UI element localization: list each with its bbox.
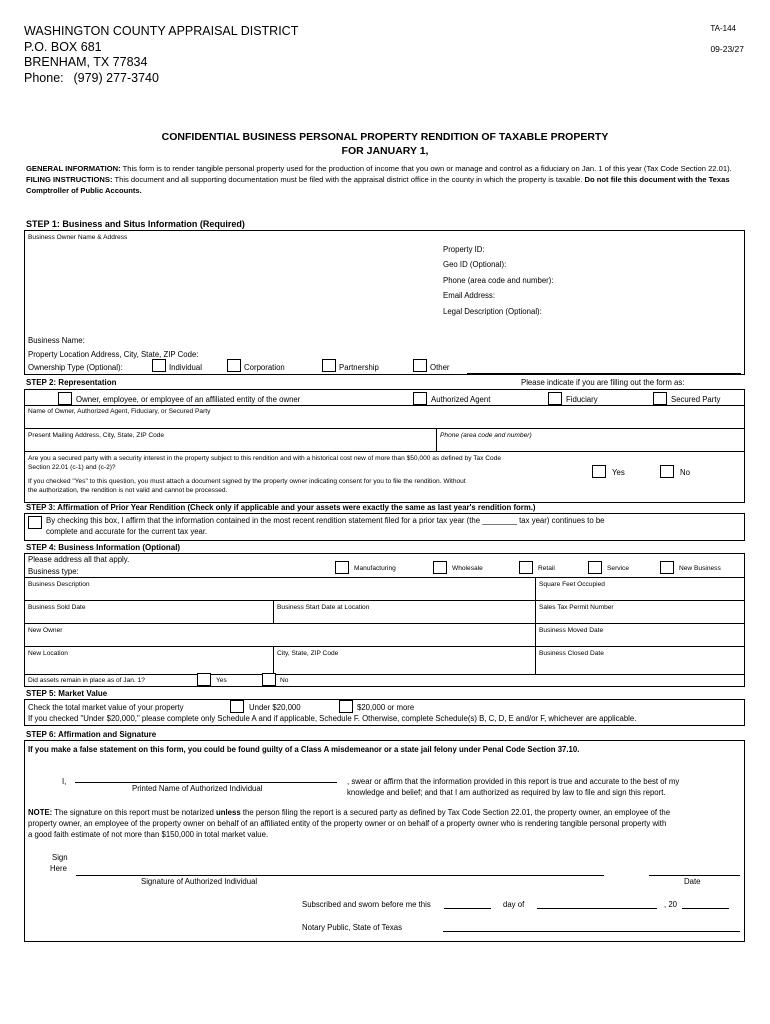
- divider: [24, 623, 745, 624]
- business-type-label: Business type:: [28, 567, 79, 576]
- date-label: Date: [684, 877, 701, 886]
- form-number: TA-144: [710, 24, 736, 33]
- fi-bold: Do not file this document with the Texas Comptroller of Public Accounts.: [26, 175, 730, 195]
- secured-yes-label: Yes: [612, 468, 625, 477]
- notary-note-line-2: property owner, an employee of the property owner on behalf of an affiliated entity of the property owner or on behalf of a property owner who is rendering tangible personal property with: [28, 819, 667, 828]
- divider: [24, 646, 745, 647]
- secured-party-label: Secured Party: [671, 395, 721, 404]
- mailing-address-label: Present Mailing Address, City, State, ZIP Code: [28, 432, 165, 439]
- note-unless: unless: [215, 808, 241, 817]
- service-label: Service: [607, 565, 629, 572]
- divider: [24, 674, 745, 675]
- closed-date-label: Business Closed Date: [539, 650, 604, 657]
- address-all-label: Please address all that apply.: [28, 555, 130, 564]
- sold-date-label: Business Sold Date: [28, 604, 86, 611]
- phone-number: (979) 277-3740: [73, 70, 159, 85]
- manufacturing-label: Manufacturing: [354, 565, 396, 572]
- wholesale-label: Wholesale: [452, 565, 483, 572]
- business-name-label: Business Name:: [28, 336, 85, 345]
- remain-no-label: No: [280, 677, 289, 684]
- signature-label: Signature of Authorized Individual: [141, 877, 258, 886]
- secured-note-2: the authorization, the rendition is not valid and cannot be processed.: [28, 487, 228, 494]
- divider: [535, 577, 536, 674]
- divider: [273, 600, 274, 623]
- step2-title: STEP 2: Representation: [26, 378, 117, 387]
- secured-yes-checkbox[interactable]: [592, 465, 606, 478]
- corporation-checkbox[interactable]: [227, 359, 241, 372]
- rep-phone-label: Phone (area code and number): [440, 432, 532, 439]
- divider: [24, 451, 745, 452]
- divider: [24, 577, 745, 578]
- month-line[interactable]: [537, 908, 657, 909]
- partnership-label: Partnership: [339, 363, 379, 372]
- retail-label: Retail: [538, 565, 555, 572]
- signature-line[interactable]: [76, 875, 604, 876]
- step5-title: STEP 5: Market Value: [26, 689, 108, 698]
- wholesale-checkbox[interactable]: [433, 561, 447, 574]
- other-label: Other: [430, 363, 450, 372]
- city-state-zip-label: City, State, ZIP Code: [277, 650, 339, 657]
- retail-checkbox[interactable]: [519, 561, 533, 574]
- authorized-agent-checkbox[interactable]: [413, 392, 427, 405]
- secured-question-2: Section 22.01 (c-1) and (c-2)?: [28, 464, 116, 471]
- fi-text: This document and all supporting documentation must be filed with the appraisal district office in the county in which the property is taxable.: [112, 175, 585, 184]
- service-checkbox[interactable]: [588, 561, 602, 574]
- other-checkbox[interactable]: [413, 359, 427, 372]
- divider: [24, 428, 745, 429]
- notary-note-line-3: a good faith estimate of not more than $150,000 in total market value.: [28, 830, 269, 839]
- other-line[interactable]: [467, 373, 741, 374]
- corporation-label: Corporation: [244, 363, 285, 372]
- district-name: WASHINGTON COUNTY APPRAISAL DISTRICT: [24, 24, 299, 38]
- printed-name-label: Printed Name of Authorized Individual: [132, 784, 263, 793]
- step6-box: [24, 740, 745, 942]
- secured-no-checkbox[interactable]: [660, 465, 674, 478]
- here-label: Here: [50, 864, 67, 873]
- note-text-b: the person filing the report is a secured party as defined by Tax Code Section 22.01, the property owner, an employee of the: [240, 808, 671, 817]
- moved-date-label: Business Moved Date: [539, 627, 604, 634]
- owner-checkbox[interactable]: [58, 392, 72, 405]
- divider: [24, 405, 745, 406]
- property-location-label: Property Location Address, City, State, ZIP Code:: [28, 350, 199, 359]
- new-business-label: New Business: [679, 565, 721, 572]
- market-value-note: If you checked "Under $20,000," please complete only Schedule A and if applicable, Schedule F. Otherwise, complete Schedule(s) B, C, D, E and/or F, whichever are applicable.: [28, 714, 637, 723]
- authorized-agent-label: Authorized Agent: [431, 395, 491, 404]
- swear-line-1: , swear or affirm that the information provided in this report is true and accurate to the best of my: [347, 777, 680, 786]
- note-text-a: The signature on this report must be notarized: [52, 808, 216, 817]
- po-box: P.O. BOX 681: [24, 39, 102, 54]
- assets-remain-label: Did assets remain in place as of Jan. 1?: [28, 677, 145, 684]
- partnership-checkbox[interactable]: [322, 359, 336, 372]
- secured-question-1: Are you a secured party with a security interest in the property subject to this rendition and with a historical cost new of more than $50,000 as defined by Tax Code: [28, 455, 502, 462]
- indicate-label: Please indicate if you are filling out the form as:: [521, 378, 685, 387]
- i-label: I,: [62, 777, 67, 786]
- individual-checkbox[interactable]: [152, 359, 166, 372]
- prior-year-checkbox[interactable]: [28, 516, 42, 529]
- day-of-label: day of: [503, 900, 525, 909]
- permit-label: Sales Tax Permit Number: [539, 604, 614, 611]
- general-information: [26, 163, 742, 196]
- under-20000-label: Under $20,000: [249, 703, 301, 712]
- gi-label: GENERAL INFORMATION:: [26, 164, 121, 173]
- step4-box: [24, 553, 745, 687]
- owner-option-label: Owner, employee, or employee of an affiliated entity of the owner: [76, 395, 301, 404]
- legal-description-label: Legal Description (Optional):: [443, 307, 542, 316]
- start-date-label: Business Start Date at Location: [277, 604, 370, 611]
- year-line[interactable]: [682, 908, 729, 909]
- business-description-label: Business Description: [28, 581, 90, 588]
- divider: [273, 646, 274, 674]
- fiduciary-label: Fiduciary: [566, 395, 598, 404]
- divider: [24, 600, 745, 601]
- step1-title: STEP 1: Business and Situs Information (Required): [26, 219, 245, 229]
- form-title: [0, 130, 770, 158]
- divider: [436, 428, 437, 451]
- phone-label: Phone:: [24, 70, 64, 85]
- new-location-label: New Location: [28, 650, 68, 657]
- new-owner-label: New Owner: [28, 627, 63, 634]
- over-20000-checkbox[interactable]: [339, 700, 353, 713]
- phone-label-step1: Phone (area code and number):: [443, 276, 554, 285]
- new-business-checkbox[interactable]: [660, 561, 674, 574]
- step6-title: STEP 6: Affirmation and Signature: [26, 730, 157, 739]
- remain-no-checkbox[interactable]: [262, 673, 276, 686]
- prior-year-line-2: complete and accurate for the current tax year.: [46, 527, 208, 536]
- fi-label: FILING INSTRUCTIONS:: [26, 175, 113, 184]
- email-label: Email Address:: [443, 291, 496, 300]
- form-revision: 09-23/27: [710, 44, 744, 54]
- property-id-label: Property ID:: [443, 245, 485, 254]
- owner-name-label: Business Owner Name & Address: [28, 234, 128, 241]
- day-line[interactable]: [444, 908, 491, 909]
- secured-party-checkbox[interactable]: [653, 392, 667, 405]
- secured-note-1: If you checked "Yes" to this question, you must attach a document signed by the property owner indicating consent for you to file the rendition. Without: [28, 478, 466, 485]
- individual-label: Individual: [169, 363, 202, 372]
- printed-name-line[interactable]: [75, 782, 337, 783]
- title-line-2: FOR JANUARY 1,: [341, 145, 429, 157]
- prior-year-line-1: By checking this box, I affirm that the information contained in the most recent rendition statement filed for a prior tax year (the ________ tax year) continues to be: [46, 516, 605, 525]
- manufacturing-checkbox[interactable]: [335, 561, 349, 574]
- sqft-label: Square Feet Occupied: [539, 581, 605, 588]
- ownership-type-label: Ownership Type (Optional):: [28, 363, 123, 372]
- note-label: NOTE:: [28, 808, 53, 817]
- market-value-label: Check the total market value of your property: [28, 703, 184, 712]
- fiduciary-checkbox[interactable]: [548, 392, 562, 405]
- gi-text: This form is to render tangible personal property used for the production of income that you own or manage and control as a fiduciary on Jan. 1 of this year (Tax Code Section 22.01).: [120, 164, 732, 173]
- title-line-1: CONFIDENTIAL BUSINESS PERSONAL PROPERTY RENDITION OF TAXABLE PROPERTY: [161, 131, 609, 143]
- under-20000-checkbox[interactable]: [230, 700, 244, 713]
- false-statement-warning: If you make a false statement on this form, you could be found guilty of a Class A misdemeanor or a state jail felony under Penal Code Section 37.10.: [28, 745, 580, 754]
- representative-name-label: Name of Owner, Authorized Agent, Fiduciary, or Secured Party: [28, 408, 211, 415]
- remain-yes-checkbox[interactable]: [197, 673, 211, 686]
- secured-no-label: No: [680, 468, 690, 477]
- subscribed-label: Subscribed and sworn before me this: [302, 900, 431, 909]
- over-20000-label: $20,000 or more: [357, 703, 415, 712]
- year-label: , 20: [664, 900, 678, 909]
- district-phone: [24, 71, 298, 87]
- date-line[interactable]: [649, 875, 740, 876]
- notary-label: Notary Public, State of Texas: [302, 923, 402, 932]
- step4-title: STEP 4: Business Information (Optional): [26, 543, 181, 552]
- swear-line-2: knowledge and belief; and that I am authorized as required by law to file and sign this report.: [347, 788, 666, 797]
- district-city: BRENHAM, TX 77834: [24, 55, 148, 69]
- notary-line[interactable]: [443, 931, 740, 932]
- notary-note-line-1: [28, 808, 670, 818]
- geo-id-label: Geo ID (Optional):: [443, 260, 507, 269]
- remain-yes-label: Yes: [216, 677, 227, 684]
- step3-title: STEP 3: Affirmation of Prior Year Rendition (Check only if applicable and your assets were exactly the same as last year's rendition form.): [26, 503, 536, 512]
- district-address: [24, 24, 298, 86]
- sign-label: Sign: [52, 853, 68, 862]
